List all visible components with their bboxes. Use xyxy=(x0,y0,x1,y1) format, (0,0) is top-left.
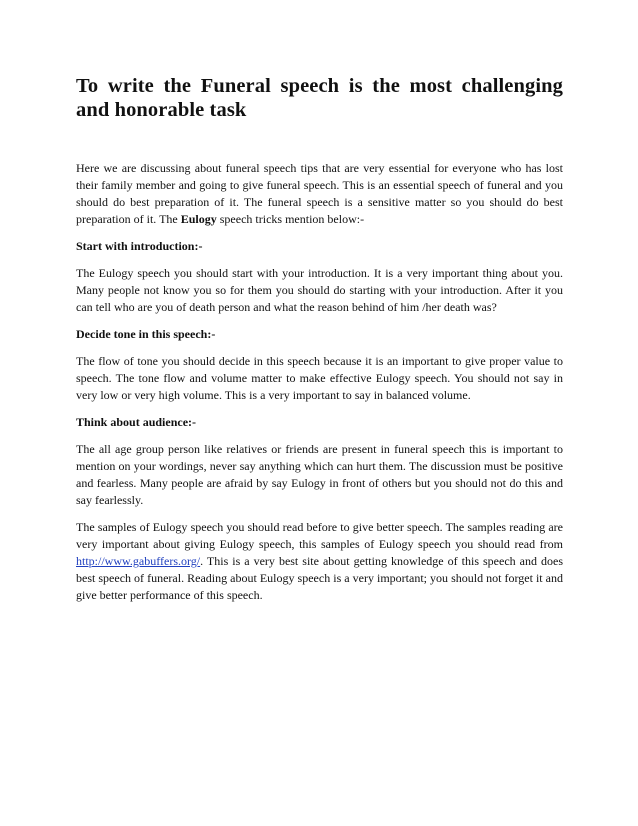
closing-text-start: The samples of Eulogy speech you should read before to give better speech. The samples reading are very important about giving Eulogy speech, this samples of Eulogy speech you should read from xyxy=(76,520,563,551)
section-heading-introduction: Start with introduction:- xyxy=(76,239,203,253)
section-heading-audience: Think about audience:- xyxy=(76,415,197,429)
intro-paragraph xyxy=(76,160,563,228)
closing-text-end: . This is a very best site about getting knowledge of this speech and does best speech of funeral. Reading about Eulogy speech is a very important; you should not forget it and give better performance of this speech. xyxy=(76,554,563,602)
section-body-audience: The all age group person like relatives or friends are present in funeral speech this is important to mention on your wordings, never say anything which can hurt them. The discussion must be positive and fearless. Many people are afraid by say Eulogy in front of others but you should not do this and say fearlessly. xyxy=(76,442,563,507)
intro-text-end: speech tricks mention below:- xyxy=(216,212,365,226)
gabuffers-link[interactable]: http://www.gabuffers.org/ xyxy=(76,554,201,568)
section-body-tone: The flow of tone you should decide in this speech because it is an important to give proper value to speech. The tone flow and volume matter to make effective Eulogy speech. You should not say in very low or very high volume. This is a very important to say in balanced volume. xyxy=(76,354,563,402)
closing-paragraph xyxy=(76,519,563,604)
intro-text-start: Here we are discussing about funeral speech tips that are very essential for everyone who has lost their family member and going to give funeral speech. This is an essential speech of funeral and you should do best preparation of it. The funeral speech is a sensitive matter so you should do best preparation of it. The xyxy=(76,161,563,226)
section-body-introduction: The Eulogy speech you should start with your introduction. It is a very important thing about you. Many people not know you so for them you should do starting with your introduction. After it you can tell who are you of death person and what the reason behind of him /her death was? xyxy=(76,266,563,314)
section-heading-tone: Decide tone in this speech:- xyxy=(76,327,216,341)
intro-bold-word: Eulogy xyxy=(180,212,217,226)
document-page xyxy=(76,74,563,614)
document-title: To write the Funeral speech is the most challenging and honorable task xyxy=(76,75,563,121)
